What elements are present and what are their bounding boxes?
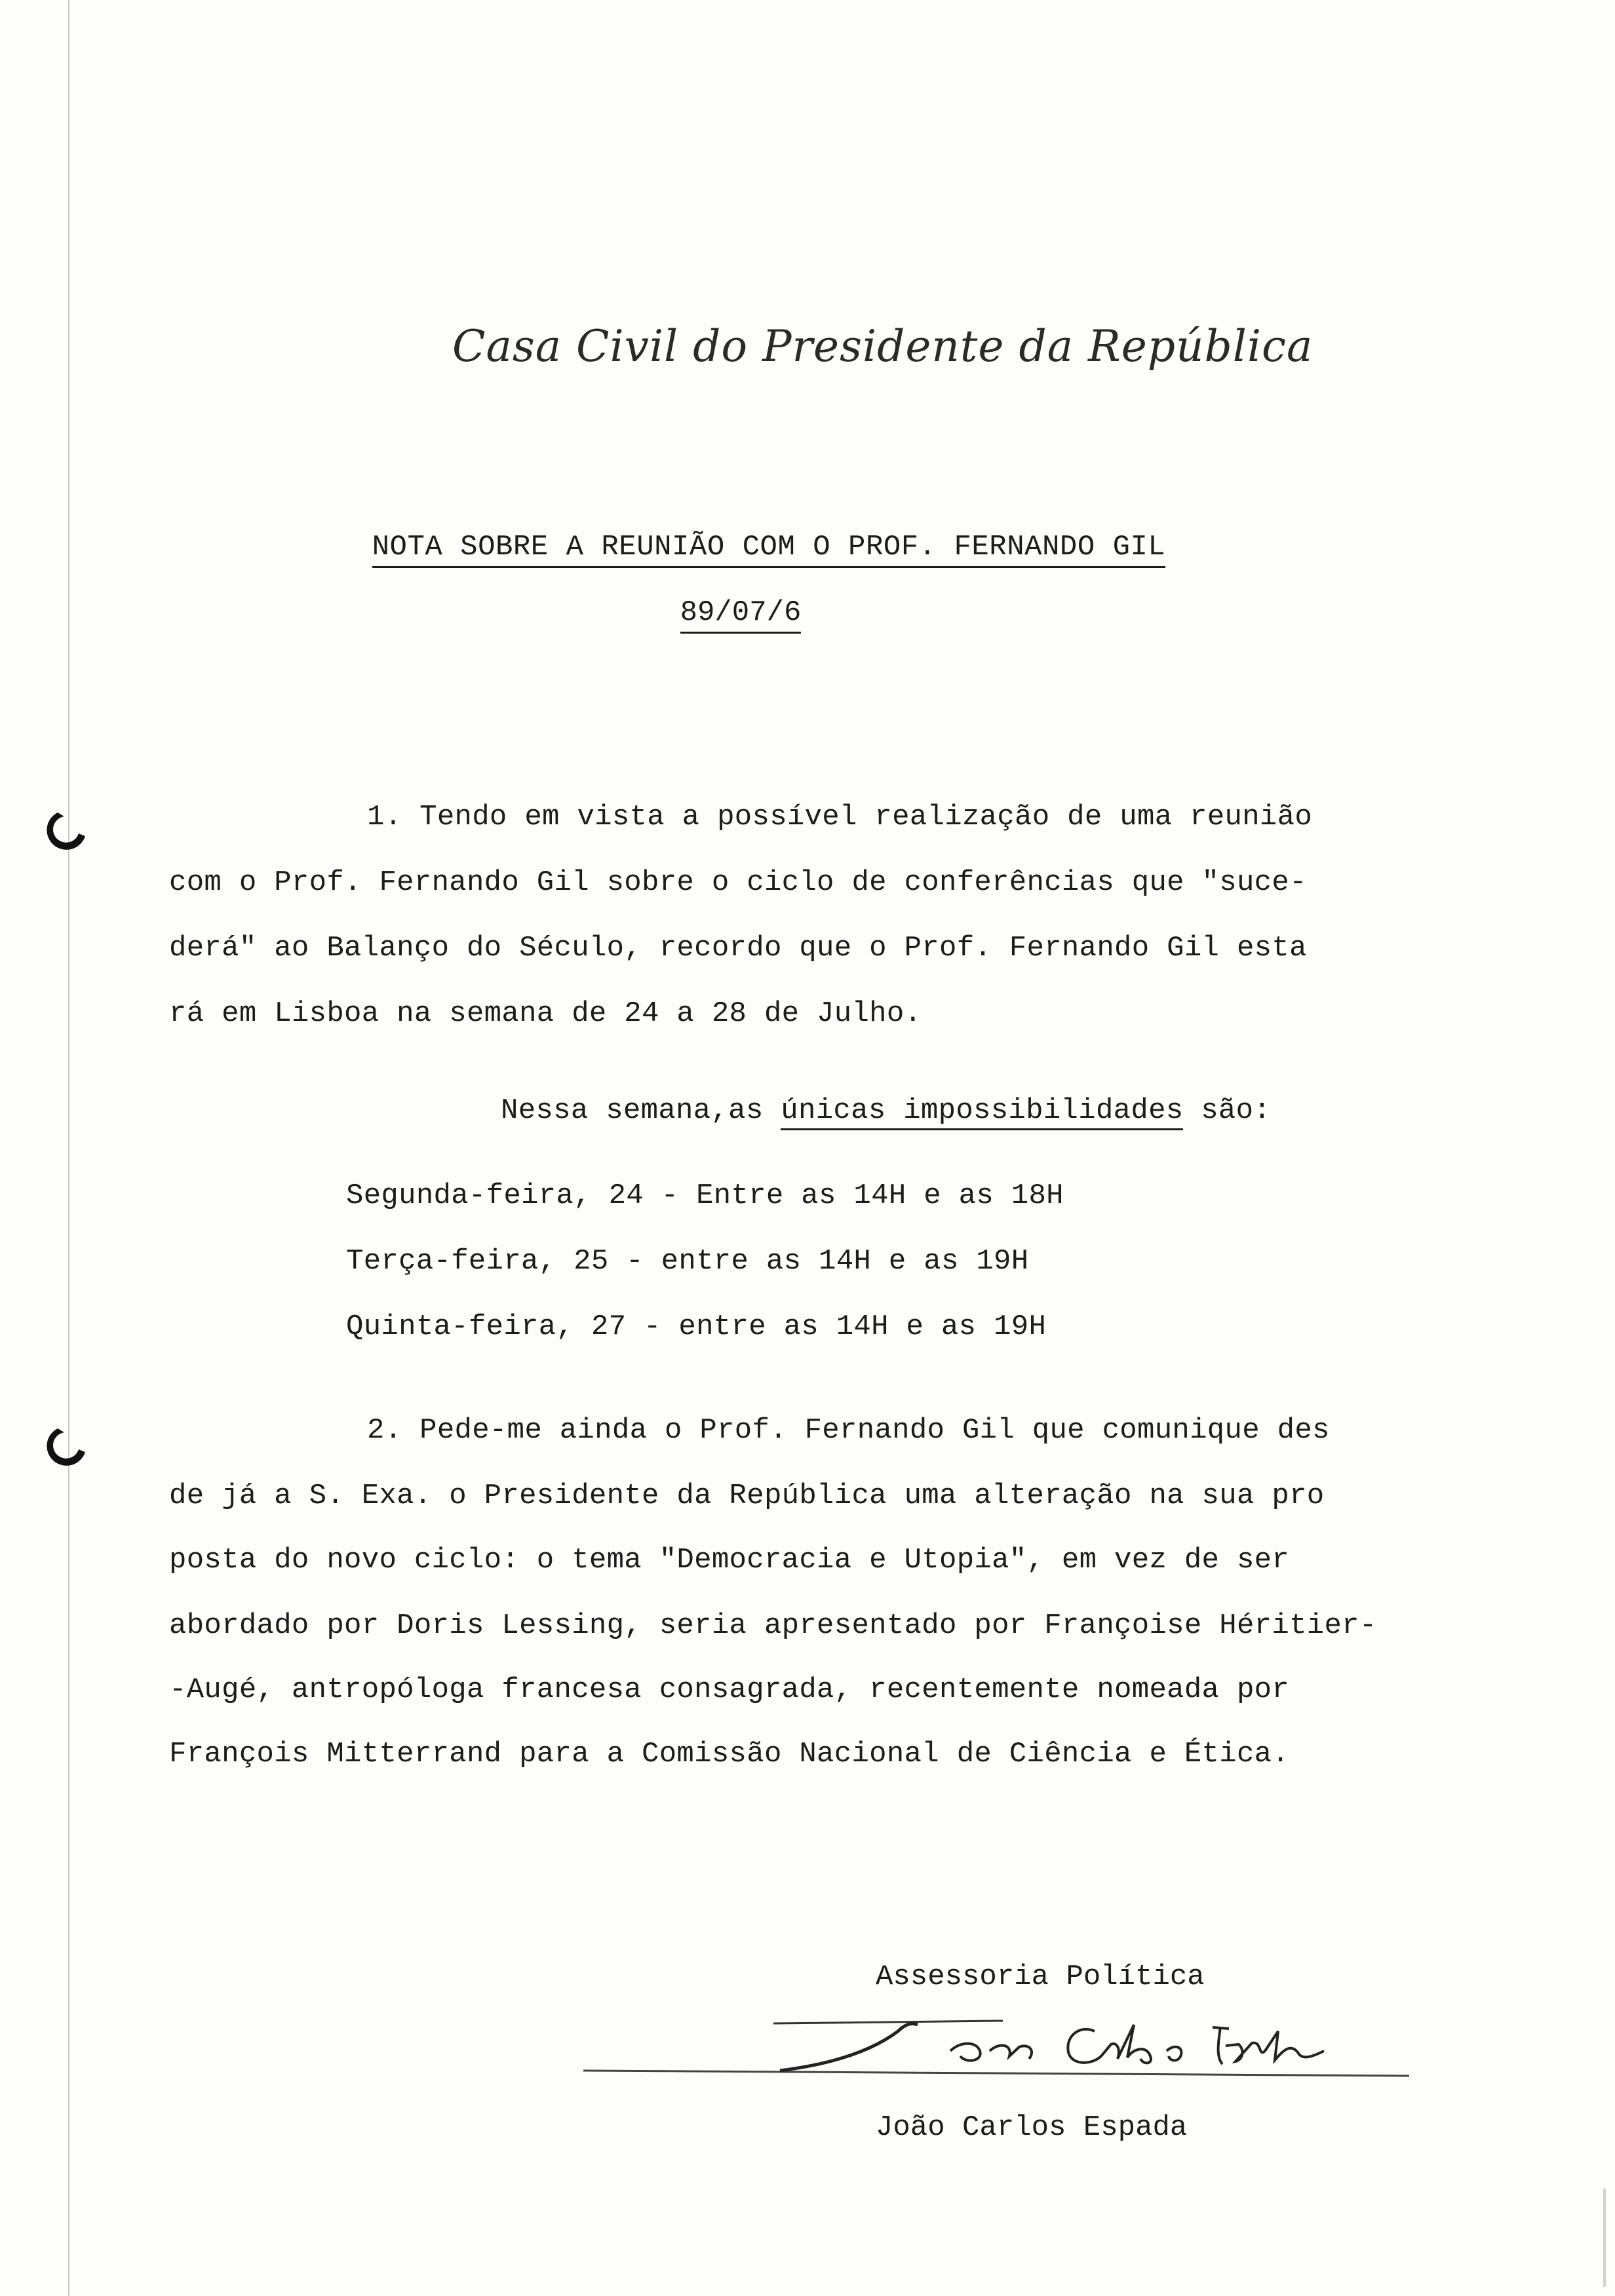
punch-hole-bottom — [43, 1419, 96, 1472]
document-title-text: NOTA SOBRE A REUNIÃO COM O PROF. FERNANDO GIL — [372, 531, 1166, 568]
impossibility-item: Segunda-feira, 24 - Entre as 14H e as 18H — [346, 1179, 1064, 1212]
paragraph-1-line-3: derá" ao Balanço do Século, recordo que o Prof. Fernando Gil esta — [169, 932, 1307, 965]
paragraph-2-line-5: -Augé, antropóloga francesa consagrada, recentemente nomeada por — [169, 1674, 1290, 1706]
signatory-name: João Carlos Espada — [876, 2111, 1188, 2144]
binding-margin-line — [68, 0, 69, 2296]
impossibilities-intro-before: Nessa semana,as — [501, 1094, 781, 1127]
paragraph-2-line-2: de já a S. Exa. o Presidente da República uma alteração na sua pro — [169, 1480, 1325, 1512]
impossibilities-intro-underlined: únicas impossibilidades — [781, 1094, 1183, 1130]
paragraph-1-line-2: com o Prof. Fernando Gil sobre o ciclo de conferências que "suce- — [169, 866, 1307, 899]
paragraph-1-line-1: 1. Tendo em vista a possível realização de uma reunião — [367, 801, 1313, 833]
document-date-text: 89/07/6 — [680, 596, 802, 634]
paragraph-2-line-3: posta do novo ciclo: o tema "Democracia e Utopia", em vez de ser — [169, 1544, 1290, 1577]
paragraph-2-line-4: abordado por Doris Lessing, seria apresentado por Françoise Héritier- — [169, 1609, 1377, 1642]
document-date — [662, 596, 819, 629]
letterhead: Casa Civil do Presidente da República — [452, 321, 1313, 372]
signature-department: Assessoria Política — [876, 1961, 1205, 1993]
punch-hole-top — [43, 803, 96, 856]
document-title — [326, 531, 1211, 564]
impossibilities-intro — [501, 1094, 1271, 1127]
paragraph-1-line-4: rá em Lisboa na semana de 24 a 28 de Julho. — [169, 997, 922, 1030]
paragraph-2-line-1: 2. Pede-me ainda o Prof. Fernando Gil que comunique des — [367, 1414, 1330, 1447]
impossibilities-intro-after: são: — [1183, 1094, 1272, 1127]
handwritten-signature — [583, 2005, 1435, 2097]
impossibility-item: Terça-feira, 25 - entre as 14H e as 19H — [346, 1245, 1029, 1278]
paragraph-2-line-6: François Mitterrand para a Comissão Nacional de Ciência e Ética. — [169, 1738, 1290, 1770]
page-edge-mark — [1603, 2189, 1606, 2287]
impossibility-item: Quinta-feira, 27 - entre as 14H e as 19H — [346, 1311, 1047, 1343]
